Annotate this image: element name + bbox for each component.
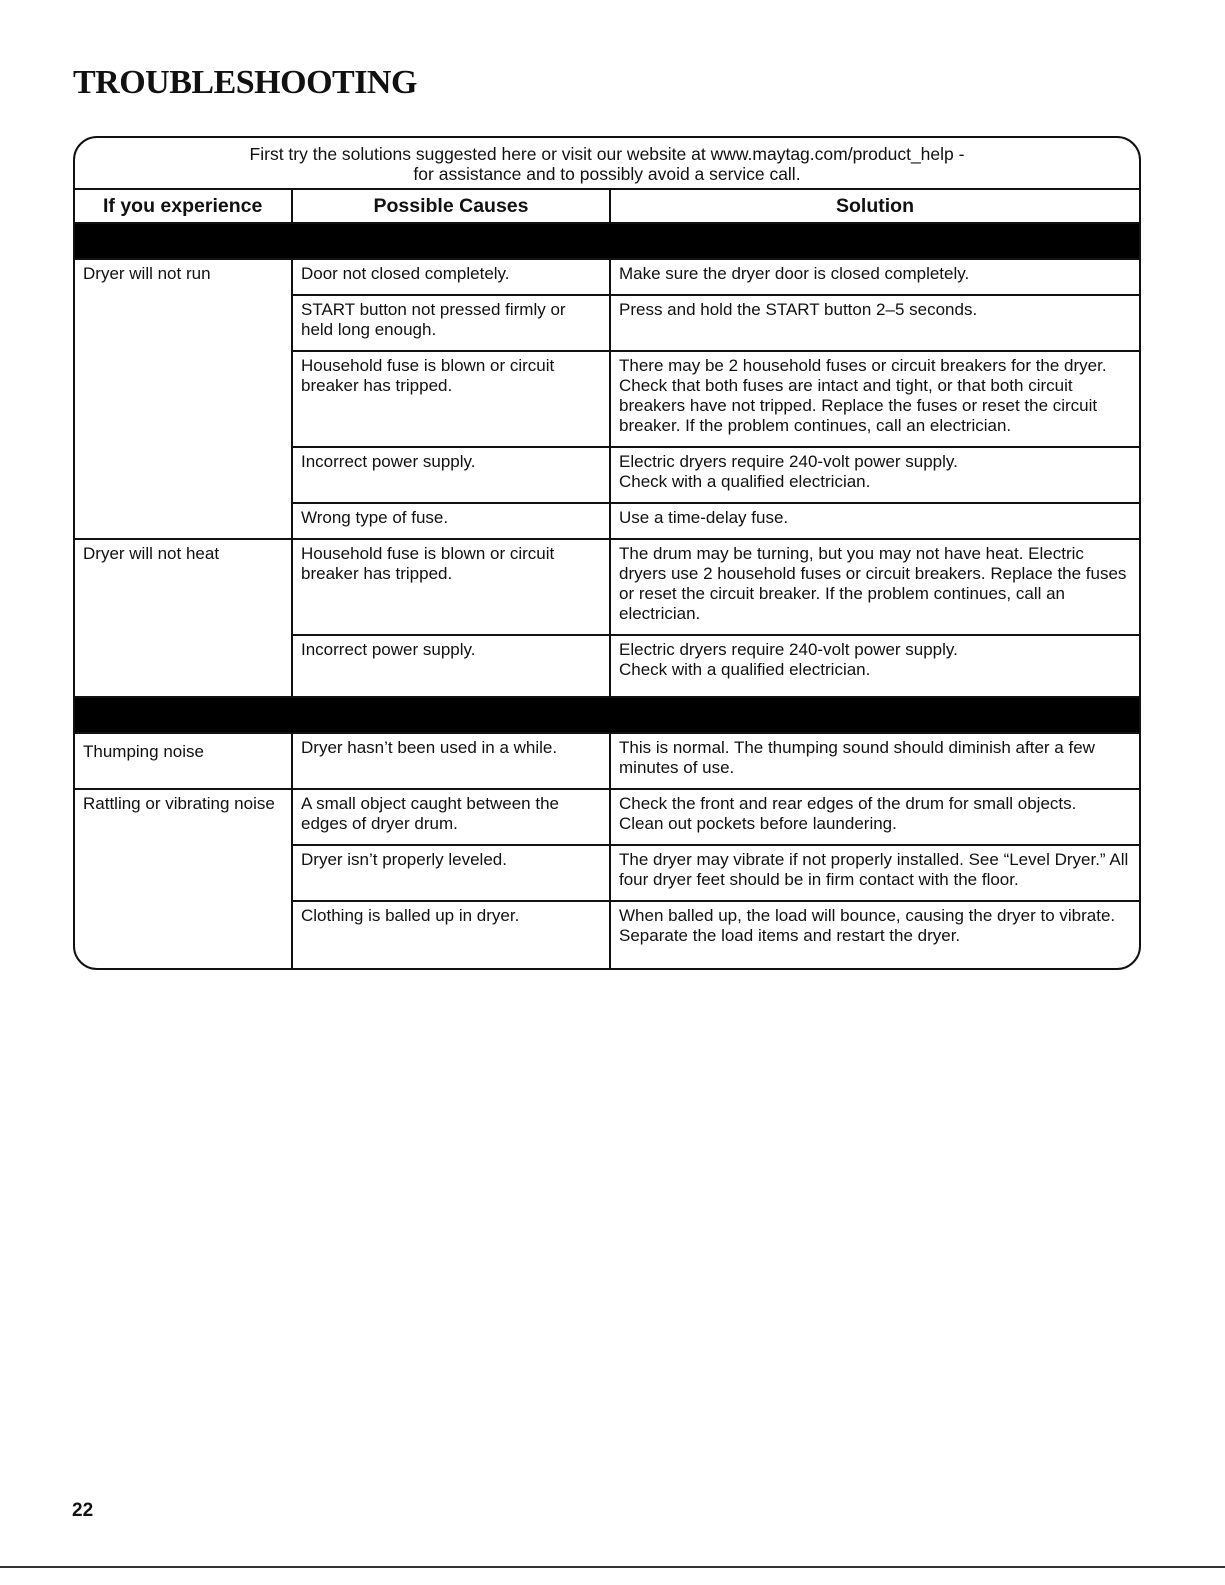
symptom-text: Dryer will not heat — [83, 544, 220, 563]
cause-cell: Wrong type of fuse. — [292, 503, 610, 539]
cause-cell: Household fuse is blown or circuit breaker has tripped. — [292, 351, 610, 447]
table-row — [75, 539, 1139, 635]
cause-cell: A small object caught between the edges of dryer drum. — [292, 789, 610, 845]
solution-cell: The dryer may vibrate if not properly installed. See “Level Dryer.” All four dryer feet should be in firm contact with the floor. — [610, 845, 1139, 901]
symptom-text: Dryer will not run — [83, 264, 211, 283]
solution-line: Electric dryers require 240-volt power supply. — [619, 640, 958, 659]
solution-cell: When balled up, the load will bounce, causing the dryer to vibrate. Separate the load items and restart the dryer. — [610, 901, 1139, 968]
symptom-text: Thumping noise — [83, 742, 204, 761]
header-causes: Possible Causes — [292, 190, 610, 223]
symptom-cell — [75, 733, 292, 789]
page-number: 22 — [72, 1500, 94, 1521]
footer-rule — [0, 1566, 1225, 1568]
solution-cell — [610, 447, 1139, 503]
troubleshooting-table — [75, 190, 1139, 968]
symptom-cell — [75, 259, 292, 539]
intro-line: for assistance and to possibly avoid a service call. — [413, 164, 801, 184]
solution-cell: The drum may be turning, but you may not have heat. Electric dryers use 2 household fuses or circuit breakers. Replace the fuses or reset the circuit breaker. If the problem continues, call an electrician. — [610, 539, 1139, 635]
header-solution: Solution — [610, 190, 1139, 223]
cause-cell: Dryer isn’t properly leveled. — [292, 845, 610, 901]
cause-cell: Clothing is balled up in dryer. — [292, 901, 610, 968]
solution-cell: Make sure the dryer door is closed completely. — [610, 259, 1139, 295]
header-experience: If you experience — [75, 190, 292, 223]
symptom-cell — [75, 539, 292, 697]
solution-line: Electric dryers require 240-volt power supply. — [619, 452, 958, 471]
solution-line: Check the front and rear edges of the drum for small objects. — [619, 794, 1077, 813]
table-row — [75, 733, 1139, 789]
symptom-cell — [75, 789, 292, 968]
cause-cell: Door not closed completely. — [292, 259, 610, 295]
cause-cell: Household fuse is blown or circuit breaker has tripped. — [292, 539, 610, 635]
troubleshooting-panel — [73, 136, 1141, 970]
section-band — [75, 697, 1139, 733]
table-row — [75, 789, 1139, 845]
solution-cell: Press and hold the START button 2–5 seconds. — [610, 295, 1139, 351]
cause-cell: Incorrect power supply. — [292, 447, 610, 503]
cause-cell: Dryer hasn’t been used in a while. — [292, 733, 610, 789]
section-band — [75, 223, 1139, 259]
solution-cell: There may be 2 household fuses or circuit breakers for the dryer. Check that both fuses are intact and tight, or that both circuit breakers have not tripped. Replace the fuses or reset the circuit breaker. If the problem continues, call an electrician. — [610, 351, 1139, 447]
section-band-fill — [75, 223, 1139, 259]
page-title: TROUBLESHOOTING — [73, 64, 417, 101]
solution-line: Check with a qualified electrician. — [619, 472, 871, 491]
table-row — [75, 259, 1139, 295]
solution-cell: Use a time-delay fuse. — [610, 503, 1139, 539]
solution-cell: This is normal. The thumping sound should diminish after a few minutes of use. — [610, 733, 1139, 789]
solution-line: Clean out pockets before laundering. — [619, 814, 897, 833]
intro-line: First try the solutions suggested here or visit our website at www.maytag.com/product_help - — [249, 144, 965, 164]
cause-cell: START button not pressed firmly or held long enough. — [292, 295, 610, 351]
section-band-fill — [75, 697, 1139, 733]
table-header-row — [75, 190, 1139, 223]
solution-cell — [610, 789, 1139, 845]
solution-line: Check with a qualified electrician. — [619, 660, 871, 679]
cause-cell: Incorrect power supply. — [292, 635, 610, 697]
intro-text — [75, 138, 1139, 190]
solution-cell — [610, 635, 1139, 697]
symptom-text: Rattling or vibrating noise — [83, 794, 275, 813]
